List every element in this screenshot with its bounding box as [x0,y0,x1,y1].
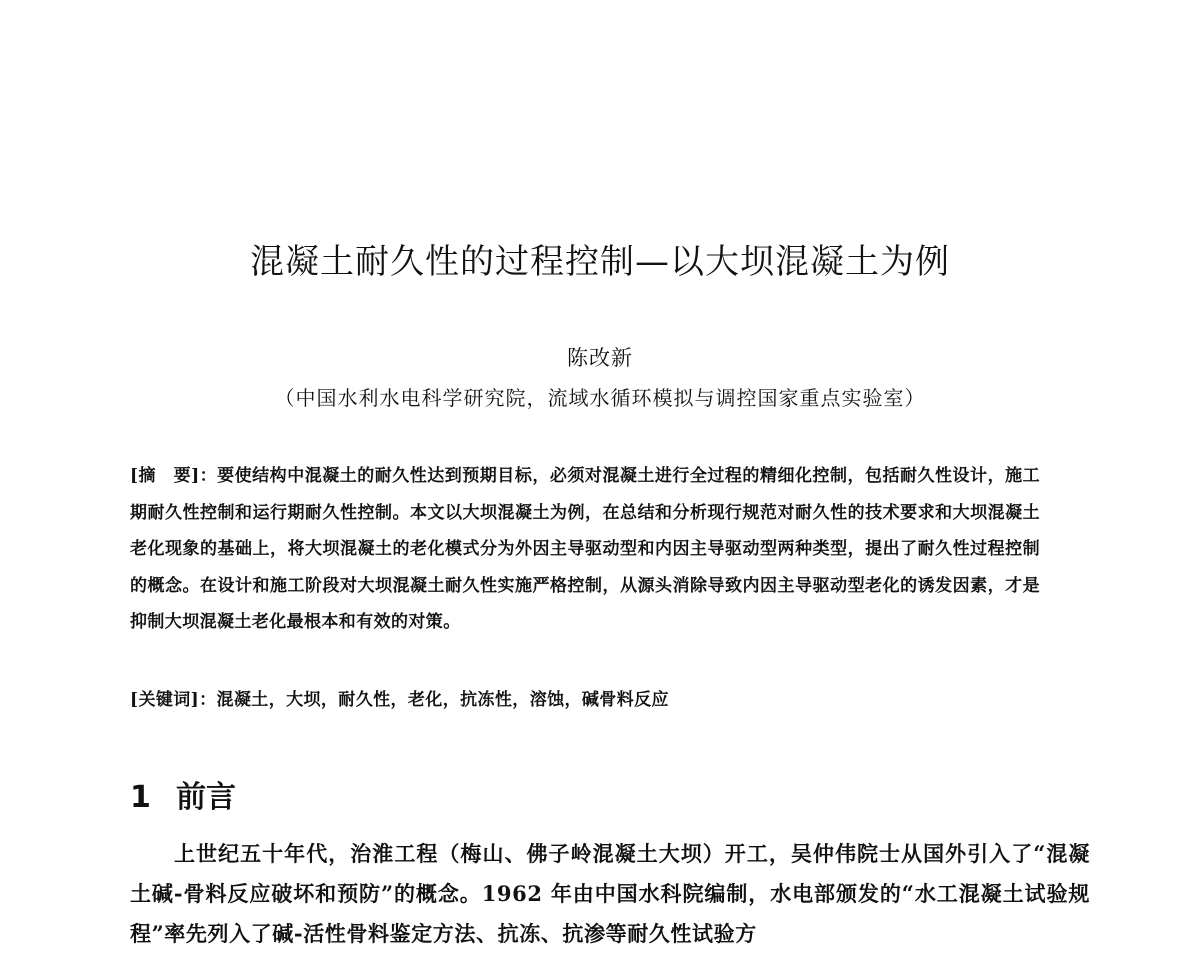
author-name: 陈改新 [567,346,633,370]
section-title: 前言 [176,780,236,815]
keywords-block [130,682,1040,718]
author-affiliation: （中国水利水电科学研究院，流域水循环模拟与调控国家重点实验室） [274,386,926,410]
keywords-label: [关键词]： [130,690,217,710]
abstract-label: [摘 要]： [130,466,218,486]
section-number: 1 [130,780,151,815]
keywords-text: 混凝土，大坝，耐久性，老化，抗冻性，溶蚀，碱骨料反应 [216,690,669,710]
section-heading [130,772,236,816]
body-paragraph: 上世纪五十年代，治淮工程（梅山、佛子岭混凝土大坝）开工，吴仲伟院士从国外引入了“混凝土碱-骨料反应破坏和预防”的概念。1962 年由中国水科院编制，水电部颁发的“水工混凝土试验规程”率先列入了碱-活性骨料鉴定方法、抗冻、抗渗等耐久性试验方 [130,841,1090,946]
abstract-block [130,458,1040,641]
paper-title: 混凝土耐久性的过程控制—以大坝混凝土为例 [250,242,950,282]
abstract-text: 要使结构中混凝土的耐久性达到预期目标，必须对混凝土进行全过程的精细化控制，包括耐久性设计，施工期耐久性控制和运行期耐久性控制。本文以大坝混凝土为例，在总结和分析现行规范对耐久性的技术要求和大坝混凝土老化现象的基础上，将大坝混凝土的老化模式分为外因主导驱动型和内因主导驱动型两种类型，提出了耐久性过程控制的概念。在设计和施工阶段对大坝混凝土耐久性实施严格控制，从源头消除导致内因主导驱动型老化的诱发因素，才是抑制大坝混凝土老化最根本和有效的对策。 [130,466,1040,632]
